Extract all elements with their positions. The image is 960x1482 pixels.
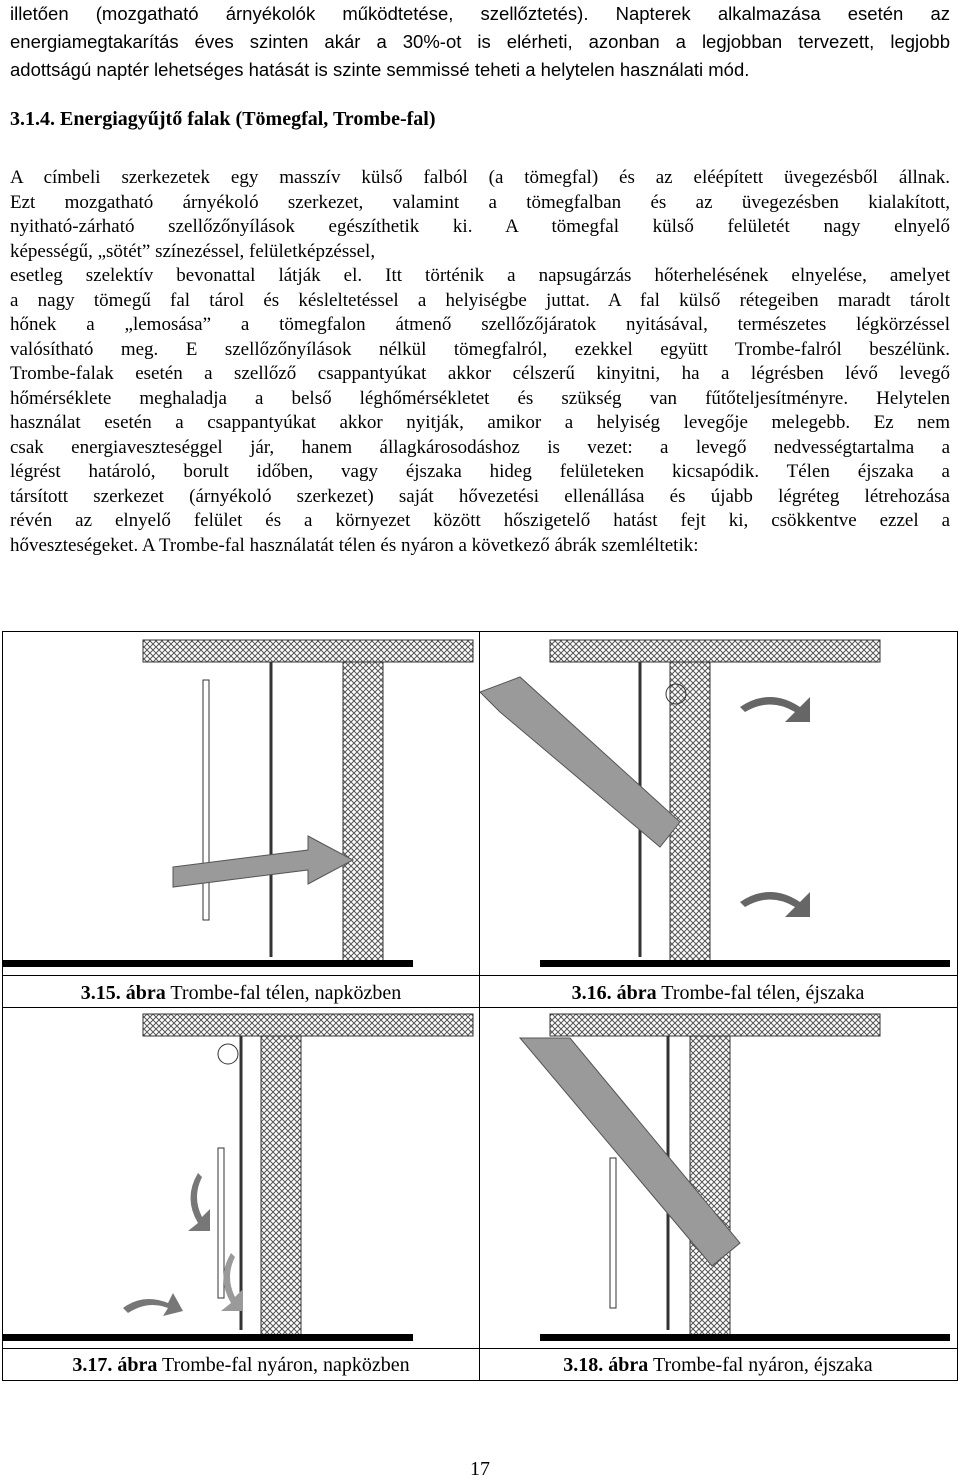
- figure-3-18-diagram: [480, 1008, 956, 1348]
- roof-slab: [143, 640, 473, 662]
- text-line: a nagy tömegű fal tárol és késleltetéssel a helyiségbe juttat. A fal külső rétegeiben maradt tárolt: [10, 289, 950, 311]
- text-line: hőnek a „lemosása” a tömegfalon átmenő szellőzőjáratok nyitásával, természetes légkörzéssel: [10, 314, 950, 335]
- body-paragraph: [10, 166, 950, 558]
- airflow-arrow: [188, 1173, 210, 1231]
- text-line: Ezt mozgatható árnyékoló szerkezet, valamint a tömegfalban és az üvegezésben kialakított,: [10, 191, 950, 213]
- mass-wall: [343, 662, 383, 962]
- figure-3-15-diagram: [3, 632, 479, 975]
- figure-caption-text: Trombe-fal nyáron, éjszaka: [652, 1354, 873, 1376]
- airflow-arrow: [123, 1293, 183, 1316]
- text-line: illetően (mozgatható árnyékolók működtetése, szellőztetés). Napterek alkalmazása esetén az: [10, 3, 950, 24]
- figure-number: 3.15. ábra: [80, 982, 166, 1004]
- text-line: hőveszteségeket. A Trombe-fal használatát télen és nyáron a következő ábrák szemléltetik:: [10, 534, 699, 556]
- figure-number: 3.18. ábra: [563, 1354, 649, 1376]
- page-number: 17: [470, 1458, 490, 1480]
- text-line: adottságú naptér lehetséges hatását is szinte semmissé teheti a helytelen használati mód.: [10, 59, 750, 80]
- figure-table: [2, 631, 958, 1381]
- text-line: valósítható meg. E szellőzőnyílások nélkül tömegfalról, ezekkel együtt Trombe-falról beszélünk.: [10, 338, 950, 360]
- figure-number: 3.17. ábra: [72, 1354, 158, 1376]
- section-heading: 3.1.4. Energiagyűjtő falak (Tömegfal, Trombe-fal): [10, 108, 436, 130]
- figure-caption-text: Trombe-fal télen, napközben: [170, 982, 402, 1004]
- text-line: esetleg szelektív bevonattal látják el. Itt történik a napsugárzás hőterhelésének elnyelése, amelyet: [10, 265, 950, 286]
- roof-slab: [550, 640, 880, 662]
- text-line: nyitható-zárható szellőzőnyílások egészíthetik ki. A tömegfal külső felületét nagy elnyelő: [10, 216, 950, 237]
- table-divider: [3, 975, 957, 976]
- figure-caption: [480, 1354, 956, 1377]
- figure-3-17-diagram: [3, 1008, 479, 1348]
- text-line: képességű, „sötét” színezéssel, felületképzéssel,: [10, 240, 376, 262]
- shading-panel: [610, 1158, 616, 1308]
- text-line: légrést határoló, borult időben, vagy éjszaka hideg felületeken kicsapódik. Télen éjszaka a: [10, 461, 950, 482]
- sun-ray-band: [480, 677, 680, 847]
- mass-wall: [261, 1036, 301, 1336]
- roof-slab: [550, 1014, 880, 1036]
- top-paragraph: [10, 0, 950, 84]
- figure-3-16-diagram: [480, 632, 956, 975]
- mass-wall: [690, 1036, 730, 1336]
- text-line: A címbeli szerkezetek egy masszív külső falból (a tömegfal) és az eléépített üvegezésből állnak.: [10, 167, 950, 188]
- damper-icon: [218, 1044, 238, 1064]
- airflow-arrow: [740, 892, 810, 917]
- text-line: csak energiaveszteséggel jár, hanem állagkárosodáshoz is vezet: a levegő nedvességtartalma a: [10, 436, 950, 458]
- table-divider: [3, 1348, 957, 1349]
- figure-caption: [3, 982, 479, 1005]
- text-line: használat esetén a csappantyúkat akkor nyitják, amikor a helyiség levegője melegebb. Ez nem: [10, 412, 950, 433]
- floor-slab: [3, 1334, 413, 1341]
- text-line: révén az elnyelő felület és a környezet között hőszigetelő hatást fejt ki, csökkentve ezzel a: [10, 510, 950, 531]
- figure-caption-text: Trombe-fal nyáron, napközben: [162, 1354, 410, 1376]
- shading-panel: [218, 1148, 224, 1298]
- airflow-arrow: [740, 697, 810, 722]
- heat-arrow: [173, 836, 353, 887]
- figure-caption-text: Trombe-fal télen, éjszaka: [661, 982, 865, 1004]
- text-line: hőmérséklete meghaladja a belső léghőmérsékletet és szükség van fűtőteljesítményre. Helytelen: [10, 387, 950, 409]
- text-line: Trombe-falak esetén a szellőző csappantyúkat akkor célszerű kinyitni, ha a légrésben lévő levegő: [10, 363, 950, 384]
- text-line: energiamegtakarítás éves szinten akár a 30%-ot is elérheti, azonban a legjobban tervezett, legjobb: [10, 31, 950, 52]
- floor-slab: [540, 1334, 950, 1341]
- roof-slab: [143, 1014, 473, 1036]
- shading-panel: [203, 680, 209, 920]
- text-line: társított szerkezet (árnyékoló szerkezet) saját hővezetési ellenállása és újabb légréteg létrehozása: [10, 485, 950, 507]
- floor-slab: [540, 960, 950, 967]
- mass-wall: [670, 662, 710, 962]
- figure-caption: [480, 982, 956, 1005]
- figure-number: 3.16. ábra: [571, 982, 657, 1004]
- figure-caption: [3, 1354, 479, 1377]
- floor-slab: [3, 960, 413, 967]
